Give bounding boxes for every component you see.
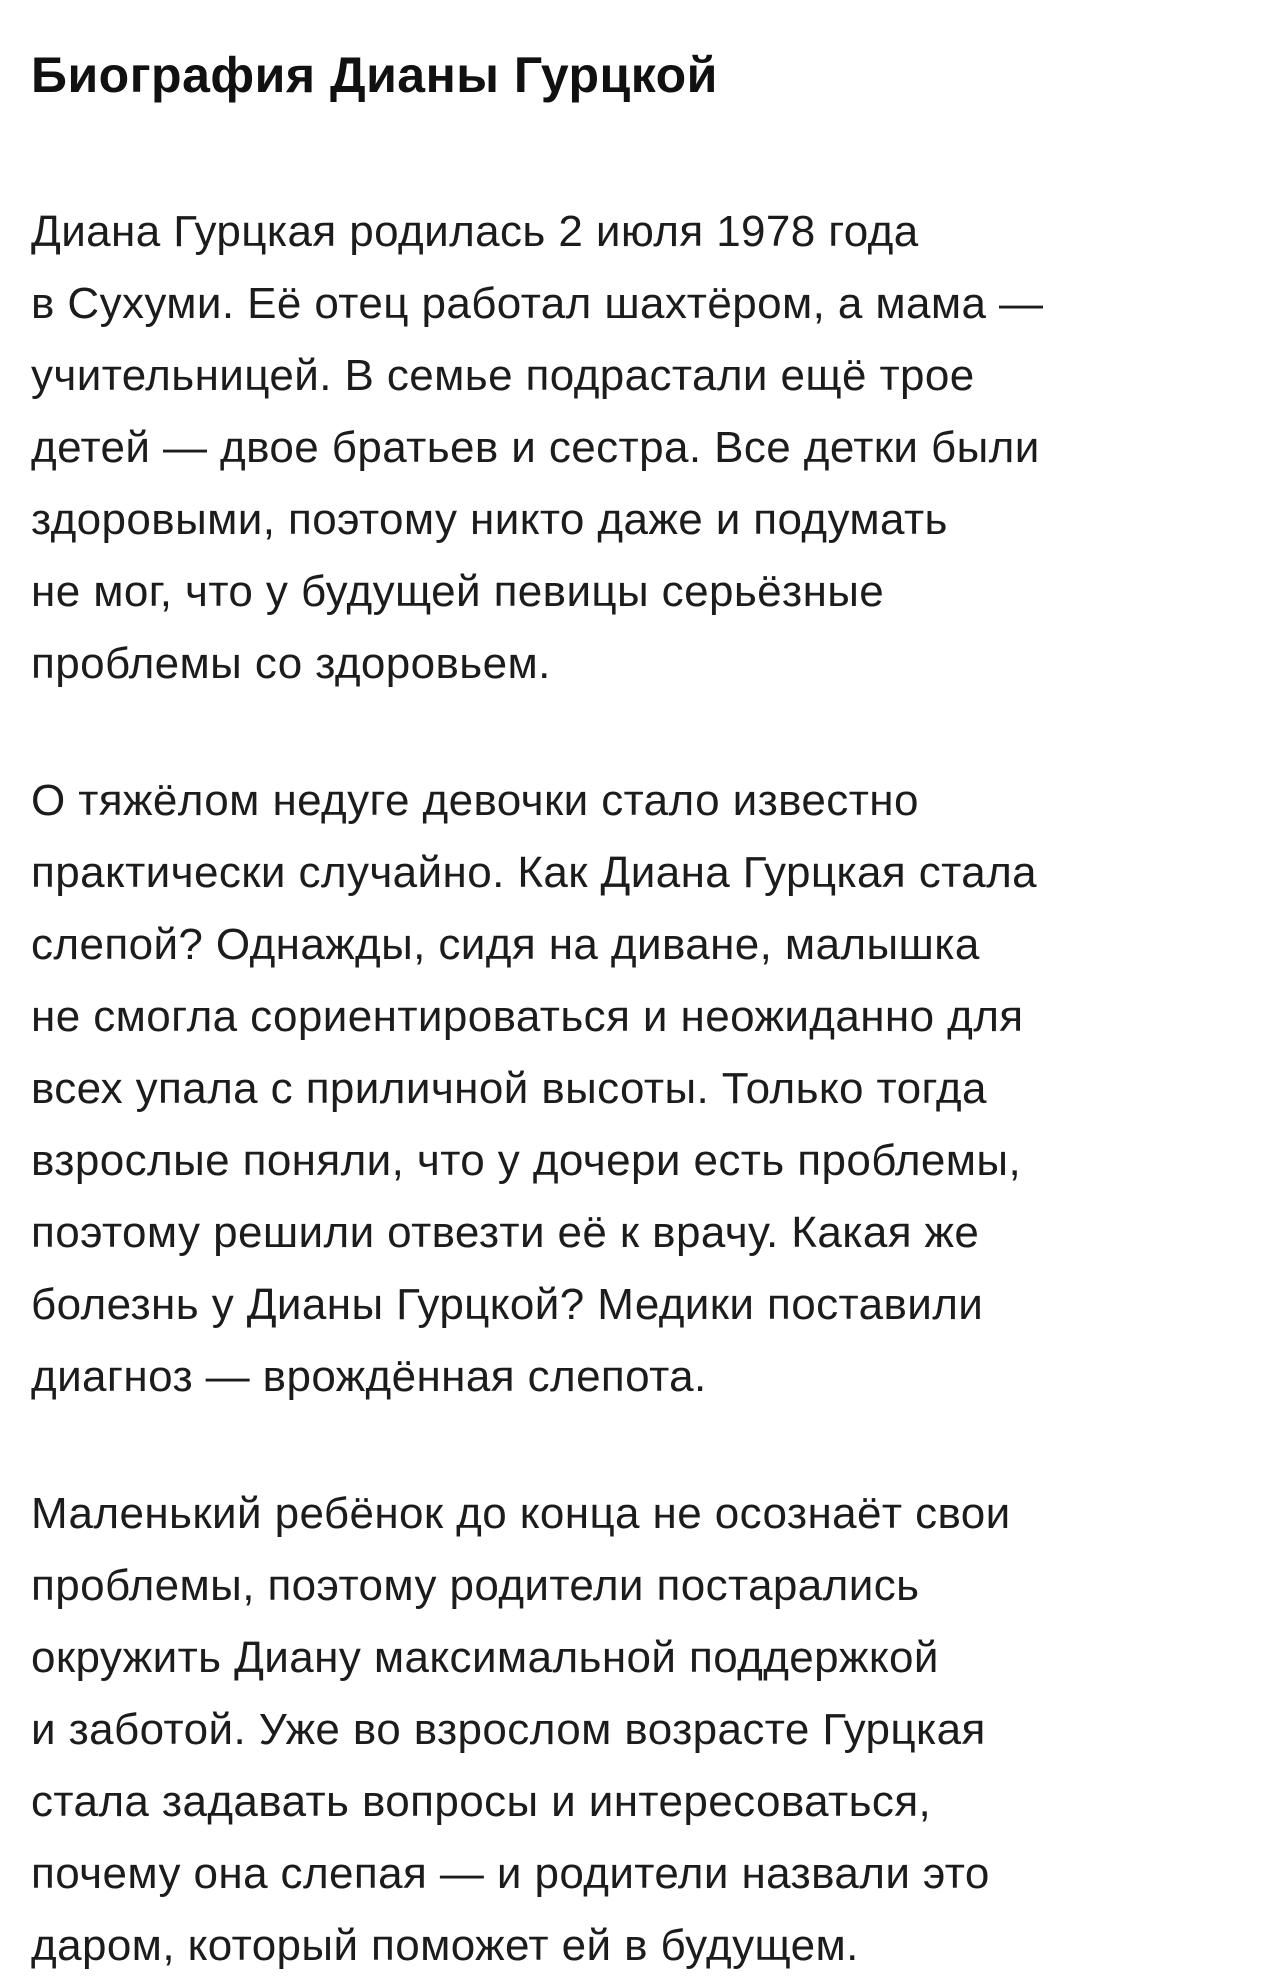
paragraph-line: практически случайно. Как Диана Гурцкая стала [31, 848, 1038, 897]
paragraph-line: не смогла сориентироваться и неожиданно для [31, 992, 1024, 1041]
paragraph-line: О тяжёлом недуге девочки стало известно [31, 776, 919, 825]
paragraph-line: в Сухуми. Её отец работал шахтёром, а мама — [31, 279, 1044, 328]
paragraph-line: диагноз — врождённая слепота. [31, 1352, 707, 1401]
paragraph-line: стала задавать вопросы и интересоваться, [31, 1777, 932, 1826]
paragraph-line: Маленький ребёнок до конца не осознаёт свои [31, 1489, 1011, 1538]
paragraph-line: почему она слепая — и родители назвали это [31, 1849, 990, 1898]
paragraph-line: болезнь у Дианы Гурцкой? Медики поставили [31, 1280, 984, 1329]
paragraph-birth [31, 196, 1253, 700]
paragraph-line: проблемы со здоровьем. [31, 639, 551, 688]
paragraph-line: детей — двое братьев и сестра. Все детки были [31, 423, 1040, 472]
paragraph-line: учительницей. В семье подрастали ещё трое [31, 351, 975, 400]
paragraph-line: и заботой. Уже во взрослом возрасте Гурцкая [31, 1705, 986, 1754]
paragraph-line: не мог, что у будущей певицы серьёзные [31, 567, 885, 616]
paragraph-line: окружить Диану максимальной поддержкой [31, 1633, 939, 1682]
paragraph-line: здоровыми, поэтому никто даже и подумать [31, 495, 948, 544]
article-title: Биография Дианы Гурцкой [31, 47, 718, 103]
paragraph-line: Диана Гурцкая родилась 2 июля 1978 года [31, 207, 919, 256]
paragraph-support [31, 1478, 1253, 1982]
paragraph-line: слепой? Однажды, сидя на диване, малышка [31, 920, 980, 969]
paragraph-line: проблемы, поэтому родители постарались [31, 1561, 920, 1610]
paragraph-diagnosis [31, 765, 1253, 1413]
paragraph-line: даром, который поможет ей в будущем. [31, 1921, 859, 1970]
paragraph-line: взрослые поняли, что у дочери есть проблемы, [31, 1136, 1022, 1185]
paragraph-line: поэтому решили отвезти её к врачу. Какая же [31, 1208, 980, 1257]
paragraph-line: всех упала с приличной высоты. Только тогда [31, 1064, 987, 1113]
